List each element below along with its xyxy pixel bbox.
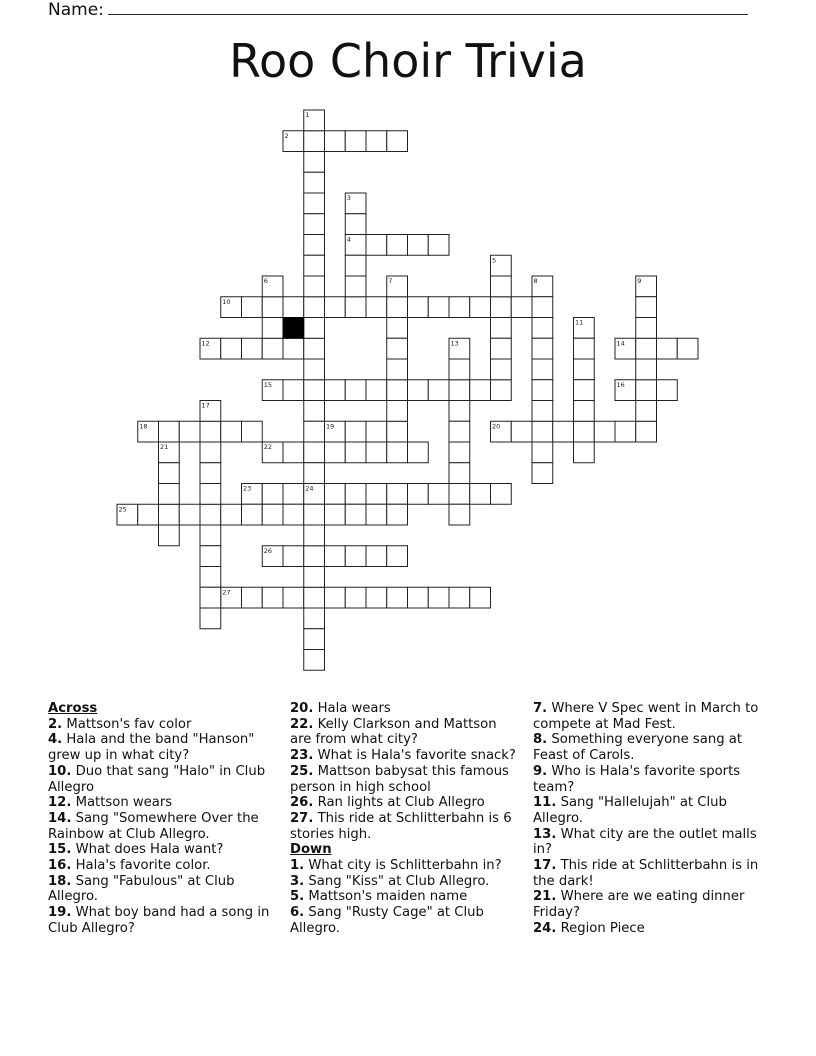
grid-cell[interactable] [553,421,574,442]
clue-number: 16. [48,858,72,874]
grid-cell[interactable] [325,587,346,608]
grid-cell[interactable] [615,421,636,442]
clue-number: 1. [290,858,305,874]
across-clue-2 [48,717,276,733]
grid-cell[interactable] [283,297,304,318]
grid-cell[interactable] [304,276,325,297]
clues-column-3 [533,701,761,937]
grid-cell[interactable] [491,359,512,380]
grid-cell[interactable] [345,255,366,276]
clue-text: Ran lights at Club Allegro [317,795,485,811]
clue-number: 9. [533,763,548,779]
across-heading: Across [48,701,98,716]
cell-number: 25 [118,505,127,514]
grid-cell[interactable] [387,338,408,359]
grid-cell[interactable] [574,359,595,380]
cell-number: 23 [243,484,252,493]
clue-number: 11. [533,795,557,811]
grid-cell[interactable] [511,421,532,442]
clue-text: Sang "Rusty Cage" at Club Allegro. [290,905,484,936]
clue-text: What boy band had a song in Club Allegro? [48,905,270,936]
cell-number: 16 [616,380,625,389]
grid-cell[interactable] [200,484,221,505]
grid-cell[interactable] [262,338,283,359]
grid-cell[interactable] [366,235,387,256]
clue-number: 23. [290,748,314,764]
grid-cell[interactable] [449,297,470,318]
grid-cell[interactable] [304,172,325,193]
grid-cell[interactable] [408,380,429,401]
grid-cell[interactable] [304,152,325,173]
clue-number: 19. [48,905,72,921]
grid-cell[interactable] [221,421,242,442]
clue-text: Mattson's maiden name [308,889,468,905]
grid-cell[interactable] [262,587,283,608]
grid-cell[interactable] [159,484,180,505]
grid-cell[interactable] [179,504,200,525]
grid-cell[interactable] [200,546,221,567]
grid-cell[interactable] [408,235,429,256]
cell-number: 8 [533,277,538,285]
grid-cell[interactable] [491,318,512,339]
grid-cell[interactable] [283,442,304,463]
grid-cell[interactable] [159,504,180,525]
cell-number: 1 [305,111,310,119]
grid-cell[interactable] [387,484,408,505]
down-clue-24 [533,921,761,937]
clue-number: 15. [48,842,72,858]
grid-cell[interactable] [408,297,429,318]
clue-number: 25. [290,763,314,779]
grid-cell[interactable] [387,504,408,525]
grid-cell[interactable] [200,525,221,546]
cell-number: 21 [160,443,169,451]
grid-cell[interactable] [366,546,387,567]
grid-cell[interactable] [304,463,325,484]
cell-number: 27 [222,588,231,597]
grid-cell[interactable] [470,380,491,401]
grid-cell[interactable] [387,359,408,380]
grid-cell[interactable] [138,504,159,525]
grid-cell[interactable] [532,401,553,422]
grid-cell[interactable] [262,504,283,525]
cell-number: 3 [346,194,351,202]
grid-cell[interactable] [200,587,221,608]
grid-cell[interactable] [283,338,304,359]
clue-text: What is Hala's favorite snack? [317,748,516,764]
grid-cell[interactable] [200,567,221,588]
grid-cell[interactable] [366,421,387,442]
clue-number: 10. [48,763,72,779]
grid-cell[interactable] [221,504,242,525]
grid-cell[interactable] [574,421,595,442]
grid-cell[interactable] [366,504,387,525]
grid-cell[interactable] [242,504,263,525]
clue-text: Who is Hala's favorite sports team? [533,763,741,795]
down-clue-3 [290,874,522,890]
grid-cell[interactable] [449,442,470,463]
clue-text: Where are we eating dinner Friday? [533,889,745,921]
grid-cell[interactable] [325,484,346,505]
grid-cell[interactable] [345,484,366,505]
grid-cell[interactable] [200,463,221,484]
grid-cell[interactable] [159,421,180,442]
grid-cell[interactable] [304,567,325,588]
grid-cell[interactable] [449,484,470,505]
cell-number: 26 [263,546,273,555]
grid-cell[interactable] [304,401,325,422]
cell-number: 13 [450,339,459,348]
grid-cell[interactable] [594,421,615,442]
grid-cell[interactable] [304,608,325,629]
grid-cell[interactable] [242,421,263,442]
clue-text: Hala's favorite color. [75,858,211,874]
grid-cell[interactable] [366,442,387,463]
black-square [283,318,304,339]
down-clue-1 [290,858,522,874]
grid-cell[interactable] [532,421,553,442]
across-clue-22 [290,717,522,748]
grid-cell[interactable] [449,463,470,484]
grid-cell[interactable] [304,193,325,214]
grid-cell[interactable] [304,359,325,380]
cell-number: 14 [616,339,625,348]
clue-text: What city are the outlet malls in? [533,826,757,858]
clue-text: Duo that sang "Halo" in Club Allegro [48,763,266,795]
across-clue-10 [48,764,276,795]
grid-cell[interactable] [221,338,242,359]
down-clue-17 [533,858,761,889]
grid-cell[interactable] [325,131,346,152]
grid-cell[interactable] [677,338,698,359]
grid-cell[interactable] [262,484,283,505]
grid-cell[interactable] [470,587,491,608]
grid-cell[interactable] [366,587,387,608]
grid-cell[interactable] [179,421,200,442]
grid-cell[interactable] [636,318,657,339]
grid-cell[interactable] [304,587,325,608]
grid-cell[interactable] [366,484,387,505]
clue-text: What city is Schlitterbahn in? [308,858,502,874]
clue-text: Hala and the band "Hanson" grew up in what city? [48,732,255,764]
grid-cell[interactable] [200,421,221,442]
clue-number: 2. [48,716,63,732]
grid-cell[interactable] [325,546,346,567]
grid-cell[interactable] [200,504,221,525]
grid-cell[interactable] [242,587,263,608]
cell-number: 10 [222,297,231,306]
clue-text: Mattson babysat this famous person in high school [290,763,509,795]
clue-number: 7. [533,701,548,716]
clue-text: Sang "Fabulous" at Club Allegro. [48,873,235,905]
cell-number: 17 [201,401,210,410]
down-clue-5 [290,889,522,905]
grid-cell[interactable] [428,484,449,505]
grid-cell[interactable] [304,235,325,256]
grid-cell[interactable] [657,380,678,401]
grid-cell[interactable] [408,442,429,463]
clue-text: Region Piece [560,920,645,936]
clue-number: 22. [290,716,314,732]
clue-text: This ride at Schlitterbahn is in the dark! [533,858,759,889]
grid-cell[interactable] [387,421,408,442]
down-clue-21 [533,889,761,920]
grid-cell[interactable] [657,338,678,359]
clue-text: Sang "Hallelujah" at Club Allegro. [533,795,727,826]
grid-cell[interactable] [532,359,553,380]
grid-cell[interactable] [304,525,325,546]
cell-number: 24 [305,484,314,493]
grid-cell[interactable] [159,463,180,484]
grid-cell[interactable] [574,380,595,401]
clue-number: 18. [48,873,72,889]
grid-cell[interactable] [304,421,325,442]
grid-cell[interactable] [262,297,283,318]
cell-number: 2 [284,131,289,140]
cell-number: 9 [637,277,642,285]
grid-cell[interactable] [532,442,553,463]
grid-cell[interactable] [428,587,449,608]
grid-cell[interactable] [304,380,325,401]
grid-cell[interactable] [387,318,408,339]
cell-number: 15 [263,380,273,389]
cell-number: 22 [263,443,273,451]
grid-cell[interactable] [449,587,470,608]
grid-cell[interactable] [574,442,595,463]
clue-number: 24. [533,920,557,936]
clue-text: Something everyone sang at Feast of Carols. [533,732,743,764]
grid-cell[interactable] [428,380,449,401]
clue-text: Hala wears [317,701,391,716]
page-title: Roo Choir Trivia [229,34,587,88]
grid-cell[interactable] [532,380,553,401]
grid-cell[interactable] [304,442,325,463]
grid-cell[interactable] [345,297,366,318]
clues-column-1 [48,701,276,937]
cell-number: 11 [575,318,584,327]
clues-column-2 [290,701,522,937]
grid-cell[interactable] [387,546,408,567]
grid-cell[interactable] [387,380,408,401]
grid-cell[interactable] [159,525,180,546]
grid-cell[interactable] [574,338,595,359]
clue-number: 6. [290,905,305,921]
grid-cell[interactable] [387,442,408,463]
grid-cell[interactable] [532,463,553,484]
grid-cell[interactable] [387,235,408,256]
grid-cell[interactable] [408,484,429,505]
grid-cell[interactable] [304,255,325,276]
across-clue-19 [48,905,276,936]
grid-cell[interactable] [428,235,449,256]
grid-cell[interactable] [470,484,491,505]
grid-cell[interactable] [325,442,346,463]
clue-number: 20. [290,701,314,716]
grid-cell[interactable] [345,587,366,608]
grid-cell[interactable] [242,297,263,318]
cell-number: 4 [346,235,351,244]
grid-cell[interactable] [304,131,325,152]
grid-cell[interactable] [345,442,366,463]
grid-cell[interactable] [200,608,221,629]
name-label: Name: [48,0,104,20]
clue-text: Mattson's fav color [66,716,192,732]
grid-cell[interactable] [262,318,283,339]
grid-cell[interactable] [345,546,366,567]
clue-number: 12. [48,795,72,811]
cell-number: 20 [492,422,501,431]
grid-cell[interactable] [304,504,325,525]
grid-cell[interactable] [449,401,470,422]
grid-cell[interactable] [491,338,512,359]
clue-number: 21. [533,889,557,905]
cell-number: 12 [201,339,210,348]
grid-cell[interactable] [387,587,408,608]
grid-cell[interactable] [283,484,304,505]
grid-cell[interactable] [636,338,657,359]
grid-cell[interactable] [449,380,470,401]
grid-cell[interactable] [283,380,304,401]
cell-number: 7 [388,277,393,285]
grid-cell[interactable] [491,297,512,318]
grid-cell[interactable] [636,401,657,422]
clue-number: 8. [533,732,548,748]
across-clue-15 [48,842,276,858]
clue-text: Kelly Clarkson and Mattson are from what city? [290,716,497,748]
grid-cell[interactable] [387,401,408,422]
clue-number: 3. [290,873,305,889]
grid-cell[interactable] [200,442,221,463]
grid-cell[interactable] [387,131,408,152]
grid-cell[interactable] [366,380,387,401]
grid-cell[interactable] [242,338,263,359]
grid-cell[interactable] [366,297,387,318]
across-clue-26 [290,795,522,811]
grid-cell[interactable] [428,297,449,318]
grid-cell[interactable] [511,297,532,318]
clue-number: 5. [290,889,305,905]
grid-cell[interactable] [345,214,366,235]
down-clue-6 [290,905,522,936]
across-clue-16 [48,858,276,874]
grid-cell[interactable] [304,338,325,359]
clue-number: 4. [48,732,63,748]
grid-cell[interactable] [345,380,366,401]
grid-cell[interactable] [532,318,553,339]
grid-cell[interactable] [491,484,512,505]
across-clue-4 [48,732,276,763]
cell-number: 6 [263,277,268,285]
grid-cell[interactable] [325,504,346,525]
grid-cell[interactable] [325,297,346,318]
clue-number: 13. [533,826,557,842]
down-clue-9 [533,764,761,795]
grid-cell[interactable] [304,318,325,339]
clue-text: Where V Spec went in March to compete at Mad Fest. [533,701,759,732]
cell-number: 19 [326,422,335,431]
grid-cell[interactable] [345,421,366,442]
grid-cell[interactable] [283,546,304,567]
clue-text: Mattson wears [75,795,173,811]
across-clue-18 [48,874,276,905]
grid-cell[interactable] [636,359,657,380]
grid-cell[interactable] [449,421,470,442]
clue-number: 27. [290,810,314,826]
grid-cell[interactable] [304,214,325,235]
grid-cell[interactable] [532,297,553,318]
across-clue-12 [48,795,276,811]
grid-cell[interactable] [304,297,325,318]
down-clue-13 [533,827,761,858]
grid-cell[interactable] [449,504,470,525]
grid-cell[interactable] [470,297,491,318]
grid-cell[interactable] [304,650,325,671]
clue-number: 17. [533,858,557,874]
grid-cell[interactable] [345,276,366,297]
down-clue-8 [533,732,761,763]
across-clue-14 [48,811,276,842]
down-clue-7 [533,701,761,732]
grid-cell[interactable] [449,359,470,380]
down-heading: Down [290,842,332,858]
grid-cell[interactable] [491,380,512,401]
grid-cell[interactable] [408,587,429,608]
cell-number: 5 [492,256,497,265]
across-clue-25 [290,764,522,795]
clue-text: What does Hala want? [75,842,224,858]
clue-number: 14. [48,810,72,826]
grid-cell[interactable] [304,546,325,567]
grid-cell[interactable] [636,421,657,442]
grid-cell[interactable] [283,504,304,525]
grid-cell[interactable] [574,401,595,422]
across-clue-20 [290,701,522,717]
grid-cell[interactable] [636,297,657,318]
grid-cell[interactable] [345,131,366,152]
down-clue-11 [533,795,761,826]
grid-cell[interactable] [366,131,387,152]
grid-cell[interactable] [387,297,408,318]
clue-number: 26. [290,795,314,811]
across-clue-27 [290,811,522,842]
grid-cell[interactable] [283,587,304,608]
clue-text: This ride at Schlitterbahn is 6 stories high. [290,810,512,842]
across-clue-23 [290,748,522,764]
grid-cell[interactable] [304,629,325,650]
grid-cell[interactable] [491,276,512,297]
grid-cell[interactable] [532,338,553,359]
cell-number: 18 [139,422,148,431]
grid-cell[interactable] [345,504,366,525]
clue-text: Sang "Somewhere Over the Rainbow at Club Allegro. [48,810,259,842]
grid-cell[interactable] [325,380,346,401]
grid-cell[interactable] [636,380,657,401]
clue-text: Sang "Kiss" at Club Allegro. [308,873,490,889]
